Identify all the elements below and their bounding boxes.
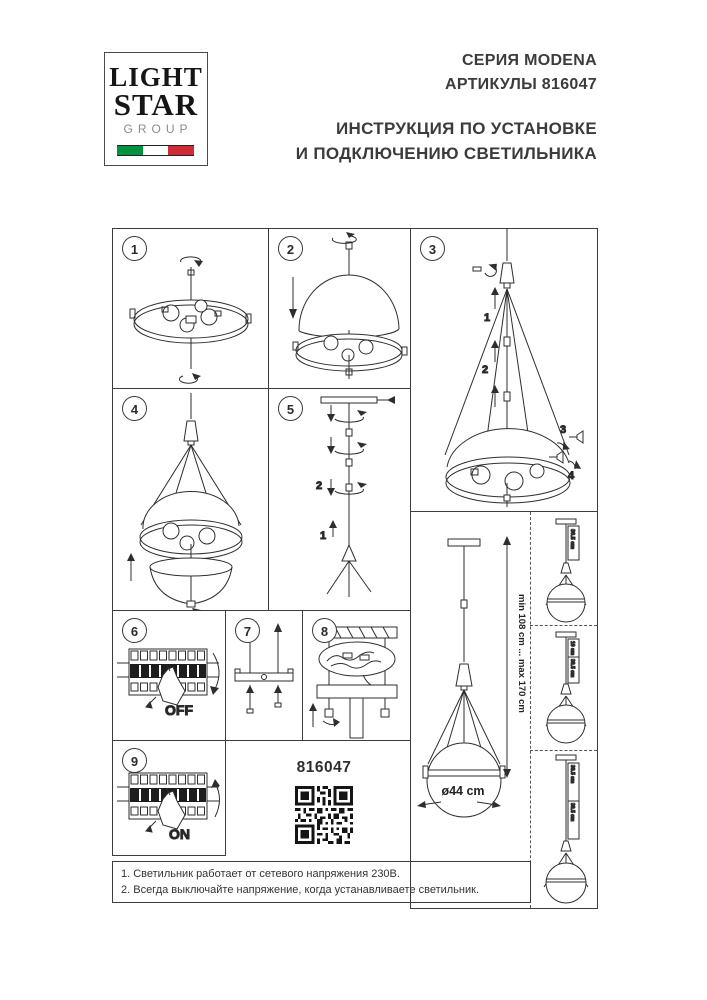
step3-mark-4: 4: [567, 470, 575, 482]
bowl-mounting-diagram: [113, 389, 268, 610]
variant2-segment-label-2: 30.5 cm: [569, 659, 575, 678]
step-number-2: 2: [278, 236, 303, 261]
variant1-segment-label: 30.5 cm: [569, 529, 575, 550]
step-number-3: 3: [420, 236, 445, 261]
step-number-5: 5: [278, 396, 303, 421]
step-number-8: 8: [312, 618, 337, 643]
step-number-6: 6: [122, 618, 147, 643]
variant3-segment-label-1: 30.5 cm: [569, 765, 575, 784]
note-2: 2. Всегда выключайте напряжение, когда устанавливаете светильник.: [121, 884, 480, 896]
step9-on-label: ON: [169, 826, 190, 842]
logo-text-star: STAR: [113, 87, 199, 122]
step-panel-8: [302, 610, 411, 741]
step5-mark-2: 2: [315, 480, 323, 492]
step-number-9: 9: [122, 748, 147, 773]
step-panel-4: [112, 388, 269, 611]
step6-off-label: OFF: [165, 702, 193, 718]
step-panel-3: [410, 228, 598, 512]
step3-mark-3: 3: [559, 424, 567, 436]
variant2-segment-label-1: 10 cm: [569, 641, 575, 656]
article-title: АРТИКУЛЫ 816047: [444, 76, 597, 93]
step-panel-2: [268, 228, 411, 389]
step5-mark-1: 1: [319, 530, 327, 542]
step-panel-9: [112, 740, 226, 856]
step-panel-1: [112, 228, 269, 389]
step-panel-6: [112, 610, 226, 741]
length-variant-2: [531, 626, 597, 750]
height-range-label: min 108 cm ... max 170 cm: [516, 594, 527, 713]
diameter-label: ø44 cm: [441, 784, 485, 798]
step-number-4: 4: [122, 396, 147, 421]
rod-assembly-diagram: [269, 389, 410, 610]
italian-flag-stripe: [117, 145, 194, 156]
qr-code: [295, 786, 353, 844]
variant3-segment-label-2: 30.5 cm: [569, 803, 575, 822]
instruction-title-line2: И ПОДКЛЮЧЕНИЮ СВЕТИЛЬНИКА: [295, 144, 597, 163]
hanging-adjustment-diagram: [411, 229, 597, 511]
lightstar-logo: [104, 52, 208, 166]
step-number-7: 7: [235, 618, 260, 643]
step3-mark-1: 1: [483, 312, 491, 324]
step-panel-7: [225, 610, 303, 741]
step3-mark-2: 2: [481, 364, 489, 376]
safety-notes: [112, 861, 531, 903]
length-variant-1: [531, 513, 597, 625]
dimension-region: [410, 511, 598, 909]
article-number: 816047: [296, 759, 352, 776]
step-panel-5: [268, 388, 411, 611]
logo-text-group: GROUP: [123, 122, 193, 136]
length-variant-3: [531, 751, 597, 908]
note-1: 1. Светильник работает от сетевого напряжения 230В.: [121, 868, 400, 880]
step-number-1: 1: [122, 236, 147, 261]
instruction-title-line1: ИНСТРУКЦИЯ ПО УСТАНОВКЕ: [336, 119, 597, 138]
logo-text-light: LIGHT: [109, 62, 203, 92]
series-title: СЕРИЯ MODENA: [461, 52, 597, 69]
